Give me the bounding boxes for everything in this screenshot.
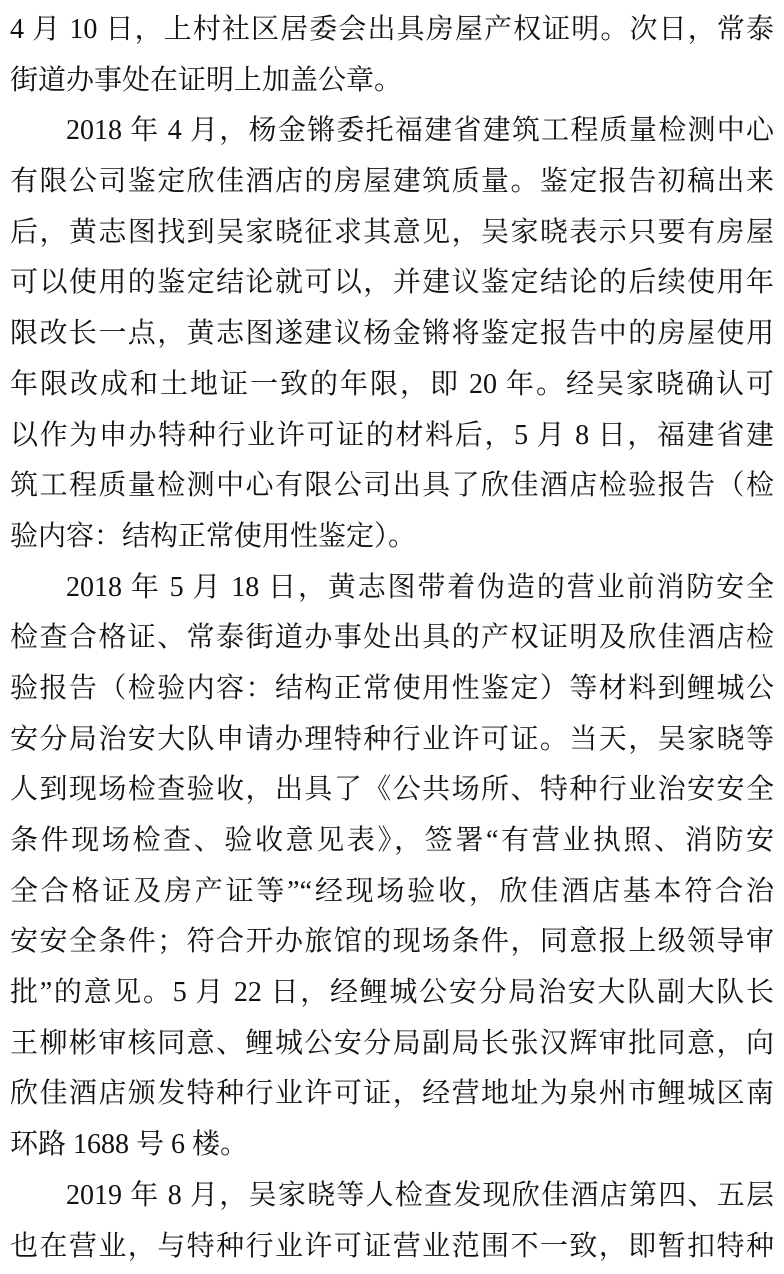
text-line: 全合格证及房产证等”“经现场验收，欣佳酒店基本符合治 (10, 875, 774, 907)
text-line: 年限改成和土地证一致的年限，即 20 年。经吴家晓确认可 (10, 368, 774, 400)
text-line: 4 月 10 日，上村社区居委会出具房屋产权证明。次日，常泰 (10, 14, 774, 45)
text-line: 后，黄志图找到吴家晓征求其意见，吴家晓表示只要有房屋 (10, 216, 774, 248)
text-line: 有限公司鉴定欣佳酒店的房屋建筑质量。鉴定报告初稿出来 (10, 166, 774, 198)
text-line: 批”的意见。5 月 22 日，经鲤城公安分局治安大队副大队长 (10, 977, 774, 1009)
text-line: 筑工程质量检测中心有限公司出具了欣佳酒店检验报告（检 (10, 470, 774, 502)
text-line: 安分局治安大队申请办理特种行业许可证。当天，吴家晓等 (10, 723, 774, 755)
text-line: 限改长一点，黄志图遂建议杨金锵将鉴定报告中的房屋使用 (10, 318, 774, 350)
text-line: 2019 年 8 月，吴家晓等人检查发现欣佳酒店第四、五层 (66, 1179, 774, 1211)
text-line: 条件现场检查、验收意见表》，签署“有营业执照、消防安 (10, 825, 774, 856)
text-line: 验内容：结构正常使用性鉴定）。 (10, 520, 417, 552)
text-line: 可以使用的鉴定结论就可以，并建议鉴定结论的后续使用年 (10, 267, 774, 299)
text-line: 验报告（检验内容：结构正常使用性鉴定）等材料到鲤城公 (10, 672, 774, 704)
text-line: 街道办事处在证明上加盖公章。 (10, 64, 403, 96)
document-body (10, 5, 774, 1272)
text-line: 2018 年 4 月，杨金锵委托福建省建筑工程质量检测中心 (66, 115, 774, 147)
text-line: 环路 1688 号 6 楼。 (10, 1129, 249, 1161)
text-line: 欣佳酒店颁发特种行业许可证，经营地址为泉州市鲤城区南 (10, 1078, 774, 1110)
text-line: 安安全条件；符合开办旅馆的现场条件，同意报上级领导审 (10, 926, 774, 958)
text-line: 检查合格证、常泰街道办事处出具的产权证明及欣佳酒店检 (10, 622, 774, 654)
text-line: 以作为申办特种行业许可证的材料后，5 月 8 日，福建省建 (10, 419, 774, 451)
text-line: 人到现场检查验收，出具了《公共场所、特种行业治安安全 (10, 774, 774, 806)
text-line: 2018 年 5 月 18 日，黄志图带着伪造的营业前消防安全 (66, 571, 774, 603)
text-line: 王柳彬审核同意、鲤城公安分局副局长张汉辉审批同意，向 (10, 1027, 774, 1059)
text-line: 也在营业，与特种行业许可证营业范围不一致，即暂扣特种 (10, 1230, 774, 1262)
